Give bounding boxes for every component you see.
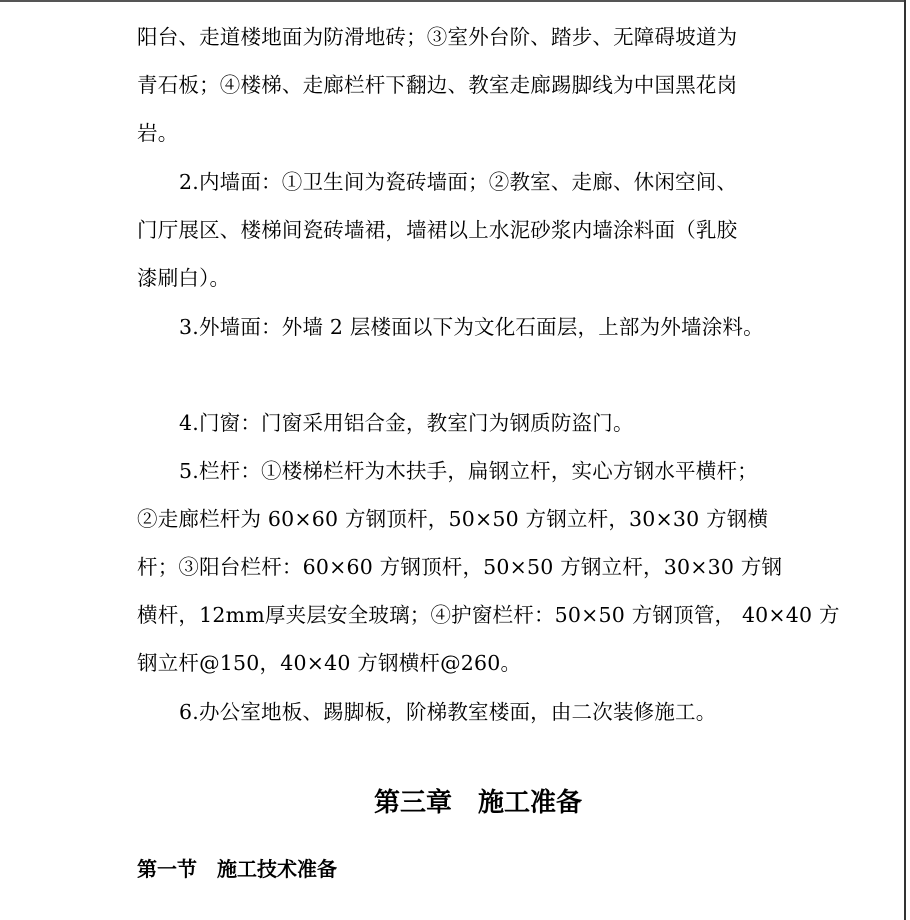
body-text-line: ②走廊栏杆为 60×60 方钢顶杆，50×50 方钢立杆，30×30 方钢横 [137,507,769,531]
body-text-line: 5.栏杆：①楼梯栏杆为木扶手，扁钢立杆，实心方钢水平横杆； [179,459,758,483]
body-text-line: 青石板；④楼梯、走廊栏杆下翻边、教室走廊踢脚线为中国黑花岗 [137,73,738,97]
body-text-line: 门厅展区、楼梯间瓷砖墙裙，墙裙以上水泥砂浆内墙涂料面（乳胶 [137,218,738,242]
body-text-line: 6.办公室地板、踢脚板，阶梯教室楼面，由二次装修施工。 [179,700,717,724]
body-text-line: 3.外墙面：外墙 2 层楼面以下为文化石面层，上部为外墙涂料。 [179,315,764,339]
body-text-line: 钢立杆@150，40×40 方钢横杆@260。 [137,651,522,675]
page-right-border [904,0,906,920]
body-text-line: 横杆，12mm厚夹层安全玻璃；④护窗栏杆：50×50 方钢顶管， 40×40 方 [137,603,840,627]
section-heading: 第一节 施工技术准备 [137,857,337,881]
body-text-line: 杆；③阳台栏杆：60×60 方钢顶杆，50×50 方钢立杆，30×30 方钢 [137,555,783,579]
page-top-border [0,0,904,2]
body-text-line: 4.门窗：门窗采用铝合金，教室门为钢质防盗门。 [179,411,634,435]
chapter-heading: 第三章 施工准备 [374,788,583,818]
body-text-line: 2.内墙面：①卫生间为瓷砖墙面；②教室、走廊、休闲空间、 [179,170,738,194]
body-text-line: 岩。 [137,121,179,145]
body-text-line: 漆刷白）。 [137,266,231,290]
body-text-line: 阳台、走道楼地面为防滑地砖；③室外台阶、踏步、无障碍坡道为 [137,25,738,49]
